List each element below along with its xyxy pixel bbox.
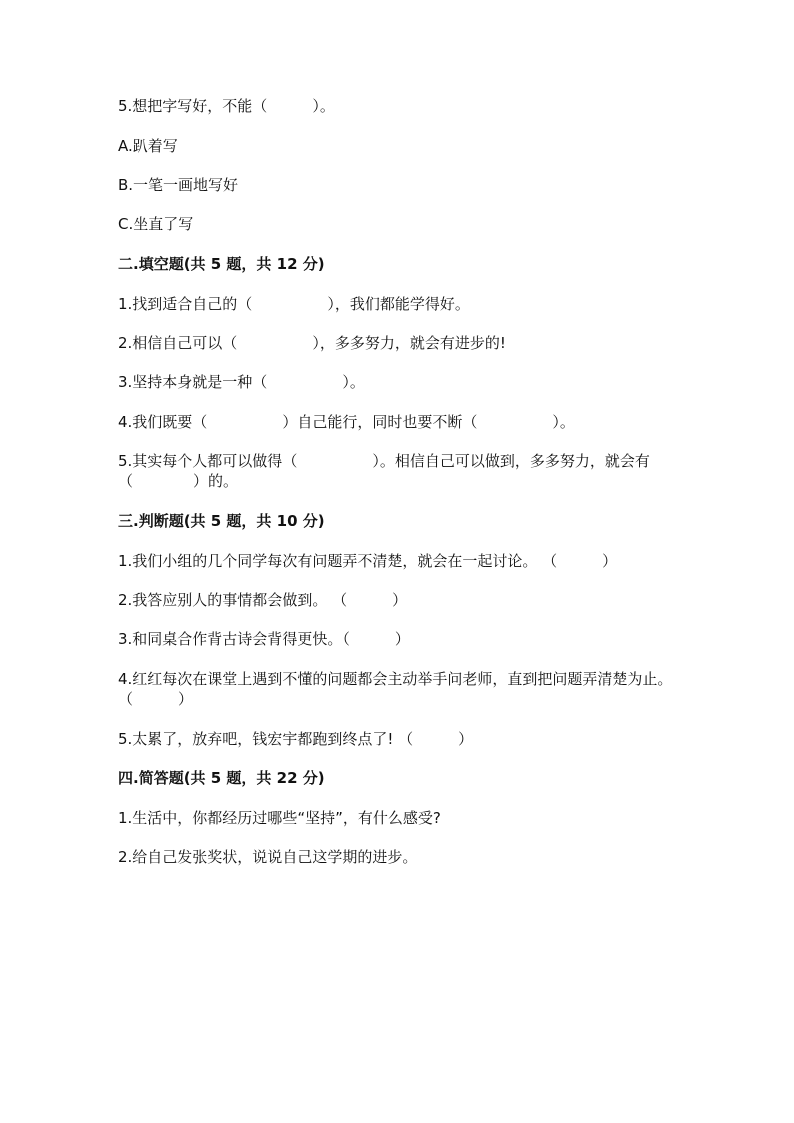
fill-blank-item: 4.我们既要（ ）自己能行，同时也要不断（ ）。 <box>118 413 575 431</box>
short-answer-item: 1.生活中，你都经历过哪些“坚持”，有什么感受? <box>118 809 441 827</box>
option-a: A.趴着写 <box>118 137 178 155</box>
section-fill-blank-title: 二.填空题(共 5 题，共 12 分) <box>118 255 325 273</box>
judgement-item: 1.我们小组的几个同学每次有问题弄不清楚，就会在一起讨论。 （ ） <box>118 552 618 570</box>
fill-blank-item: 1.找到适合自己的（ ），我们都能学得好。 <box>118 295 470 313</box>
section-short-answer-title: 四.简答题(共 5 题，共 22 分) <box>118 769 325 787</box>
judgement-item: 2.我答应别人的事情都会做到。 （ ） <box>118 591 408 609</box>
option-c: C.坐直了写 <box>118 215 194 233</box>
short-answer-item: 2.给自己发张奖状，说说自己这学期的进步。 <box>118 848 418 866</box>
fill-blank-item: 3.坚持本身就是一种（ ）。 <box>118 373 365 391</box>
judgement-item: 5.太累了，放弃吧，钱宏宇都跑到终点了! （ ） <box>118 730 474 748</box>
judgement-item: 3.和同桌合作背古诗会背得更快。（ ） <box>118 630 410 648</box>
judgement-item: 4.红红每次在课堂上遇到不懂的问题都会主动举手问老师，直到把问题弄清楚为止。（ ） <box>118 670 673 708</box>
fill-blank-item: 5.其实每个人都可以做得（ ）。相信自己可以做到，多多努力，就会有（ ）的。 <box>118 452 650 490</box>
fill-blank-item: 2.相信自己可以（ ），多多努力，就会有进步的! <box>118 334 506 352</box>
option-b: B.一笔一画地写好 <box>118 176 239 194</box>
question-5-choice: 5.想把字写好，不能（ ）。 <box>118 97 335 115</box>
section-judgement-title: 三.判断题(共 5 题，共 10 分) <box>118 512 325 530</box>
